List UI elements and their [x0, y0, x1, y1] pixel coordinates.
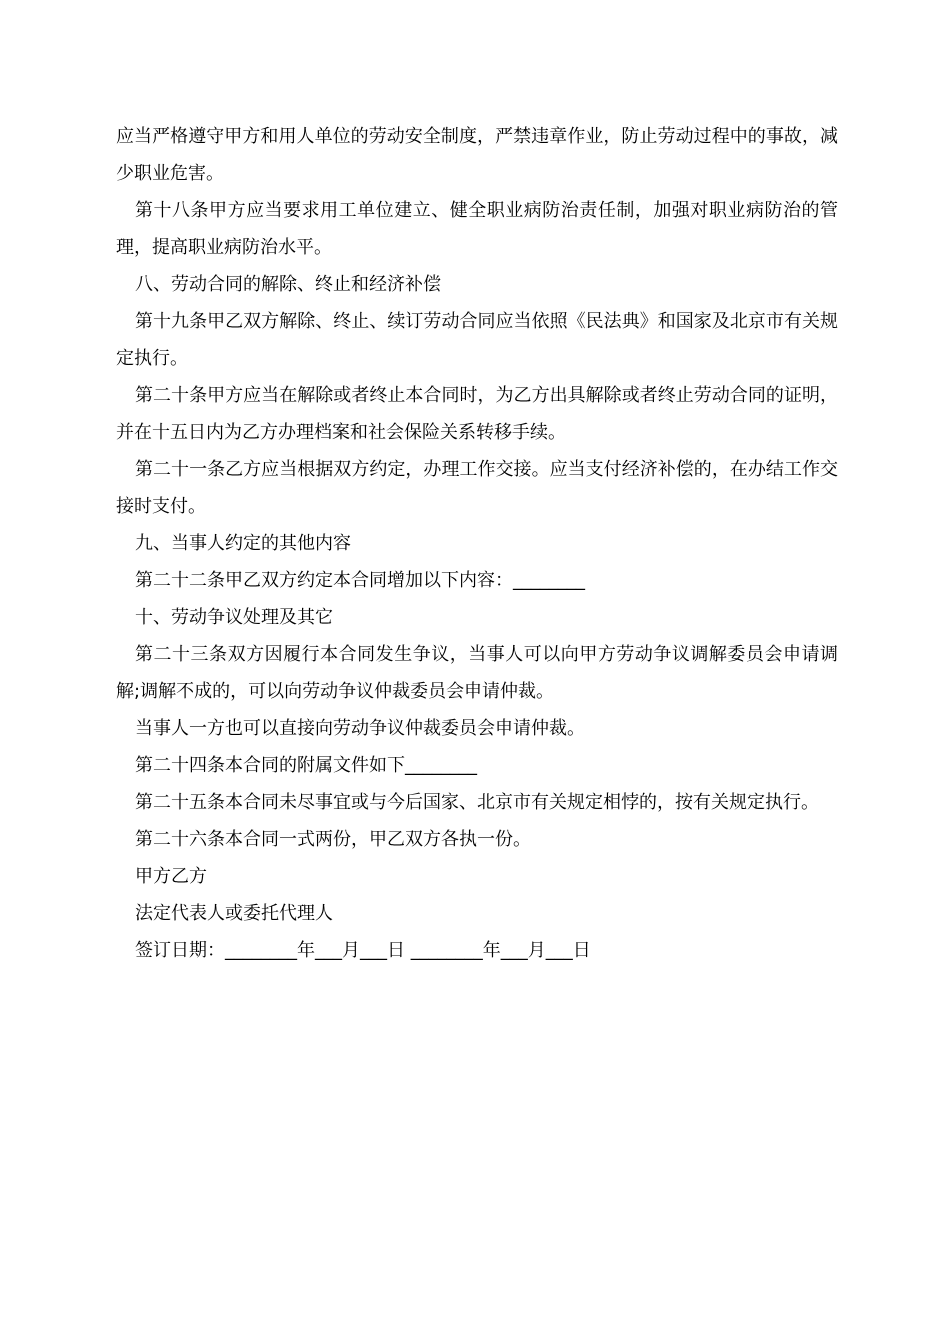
paragraph-article-22: 第二十二条甲乙双方约定本合同增加以下内容：________ — [135, 570, 585, 591]
signature-date: 签订日期：________年___月___日 ________年___月___日 — [135, 940, 591, 961]
paragraph-article-19: 第十九条甲乙双方解除、终止、续订劳动合同应当依照《民法典》和国家及北京市有关规定执行。 — [116, 311, 838, 369]
paragraph-article-18: 第十八条甲方应当要求用工单位建立、健全职业病防治责任制，加强对职业病防治的管理，提高职业病防治水平。 — [116, 200, 838, 258]
signature-representative: 法定代表人或委托代理人 — [135, 903, 333, 924]
paragraph-article-23: 第二十三条双方因履行本合同发生争议，当事人可以向甲方劳动争议调解委员会申请调解;调解不成的，可以向劳动争议仲裁委员会申请仲裁。 — [116, 644, 838, 702]
section-heading-8: 八、劳动合同的解除、终止和经济补偿 — [135, 274, 441, 295]
paragraph-article-21: 第二十一条乙方应当根据双方约定，办理工作交接。应当支付经济补偿的，在办结工作交接时支付。 — [116, 459, 838, 517]
section-heading-9: 九、当事人约定的其他内容 — [135, 533, 351, 554]
section-heading-10: 十、劳动争议处理及其它 — [135, 607, 333, 628]
paragraph-article-24: 第二十四条本合同的附属文件如下________ — [135, 755, 477, 776]
paragraph-safety-rules: 应当严格遵守甲方和用人单位的劳动安全制度，严禁违章作业，防止劳动过程中的事故，减少职业危害。 — [116, 126, 838, 184]
document-page — [116, 118, 838, 969]
paragraph-article-26: 第二十六条本合同一式两份，甲乙双方各执一份。 — [135, 829, 531, 850]
paragraph-article-20: 第二十条甲方应当在解除或者终止本合同时，为乙方出具解除或者终止劳动合同的证明，并在十五日内为乙方办理档案和社会保险关系转移手续。 — [116, 385, 838, 443]
paragraph-direct-arbitration: 当事人一方也可以直接向劳动争议仲裁委员会申请仲裁。 — [135, 718, 585, 739]
signature-parties: 甲方乙方 — [135, 866, 207, 887]
paragraph-article-25: 第二十五条本合同未尽事宜或与今后国家、北京市有关规定相悖的，按有关规定执行。 — [135, 792, 819, 813]
